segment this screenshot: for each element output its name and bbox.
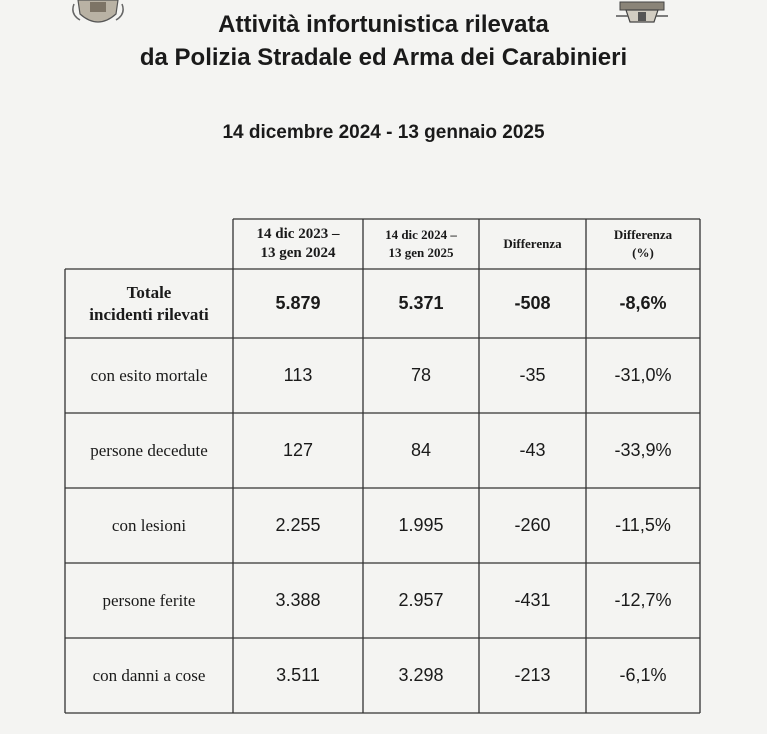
table-cell: -11,5% (615, 515, 671, 535)
table-cell: 1.995 (398, 515, 444, 535)
row-label-totale: Totale incidenti rilevati (89, 282, 209, 324)
table-cell: 5.879 (275, 293, 321, 313)
table-cell: -6,1% (619, 665, 667, 685)
table-cell: 2.957 (398, 590, 444, 610)
table-cell: -31,0% (614, 365, 672, 385)
table-cell: 127 (282, 440, 314, 460)
table-cell: -8,6% (619, 293, 667, 313)
row-label-persone-ferite: persone ferite (102, 590, 196, 610)
title-line-1: Attività infortunistica rilevata (218, 11, 549, 38)
table-cell: -431 (514, 590, 551, 610)
table-cell: 3.298 (398, 665, 444, 685)
table-cell: 84 (410, 440, 432, 460)
row-label-persone-decedute: persone decedute (90, 440, 208, 460)
column-header-differenza: Differenza (503, 236, 562, 251)
row-label-esito-mortale: con esito mortale (90, 365, 208, 385)
table-cell: 2.255 (275, 515, 321, 535)
table-cell: -260 (514, 515, 551, 535)
row-label-danni-a-cose: con danni a cose (92, 665, 206, 685)
table-cell: 3.388 (275, 590, 321, 610)
table-cell: -12,7% (614, 590, 672, 610)
table-cell: -508 (514, 293, 551, 313)
table-cell: -33,9% (614, 440, 672, 460)
row-label-con-lesioni: con lesioni (111, 515, 187, 535)
table-cell: -35 (519, 365, 546, 385)
table-cell: -43 (519, 440, 546, 460)
title-line-2: da Polizia Stradale ed Arma dei Carabinieri (139, 44, 628, 71)
table-cell: 5.371 (398, 293, 444, 313)
table-cell: 113 (283, 365, 313, 385)
table-cell: 3.511 (276, 665, 320, 685)
column-header-2025: 14 dic 2024 – 13 gen 2025 (385, 227, 457, 260)
column-header-2024: 14 dic 2023 – 13 gen 2024 (256, 226, 340, 261)
period-subtitle: 14 dicembre 2024 - 13 gennaio 2025 (222, 122, 545, 143)
table-cell: -213 (514, 665, 551, 685)
column-header-differenza-pct: Differenza (%) (613, 227, 673, 260)
table-cell: 78 (410, 365, 432, 385)
